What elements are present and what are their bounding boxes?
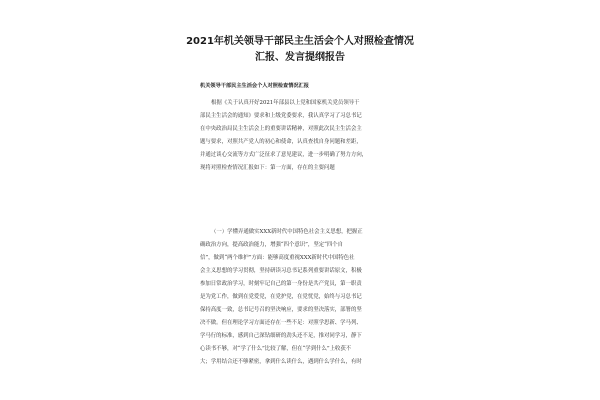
paragraph-line: 在中央政治局民主生活会上的重要讲话精神，对照此次民主生活会主 <box>200 126 362 132</box>
paragraph-line: 部民主生活会的通知》要求和上级党委要求，我认真学习了习总书记 <box>200 113 362 119</box>
paragraph-line: 根据《关于认真开好2021年部县以上党和国家机关党员领导干 <box>211 100 360 106</box>
paragraph-line: 题与要求，对照共产党人的初心和使命，认真查找自身问题和差距， <box>200 139 362 145</box>
section-heading: 机关领导干部民主生活会个人对照检查情况汇报 <box>200 83 309 89</box>
paragraph-line: 决不做。但在理论学习方面还存在一些不足：对照学思新、学马列、 <box>200 320 362 326</box>
paragraph-line: 信”，做到“两个维护”方面：能够高度重视XXX新时代中国特色社 <box>200 255 355 261</box>
document-title-line-1: 2021年机关领导干部民主生活会个人对照检查情况 <box>186 36 414 47</box>
paragraph-line: （一）学懂弄通做实XXX新时代中国特色社会主义思想，把握正 <box>211 229 363 235</box>
document-title <box>186 34 414 66</box>
paragraph-1 <box>200 97 412 175</box>
paragraph-line: 会主义思想的学习贯彻，坚持研读习总书记系列重要讲话原文，积极 <box>200 268 362 274</box>
paragraph-2 <box>200 226 412 369</box>
paragraph-line: 保持高度一致，总书记号召的坚决响应，要求的坚决落实，部署的坚 <box>200 307 362 313</box>
paragraph-line: 心读书不够，对“学了什么”比较了解，但在“学到什么”上收获不 <box>200 346 352 352</box>
paragraph-line: 确政治方向，提高政治能力，增强“四个意识”，坚定“四个自 <box>200 242 344 248</box>
paragraph-line: 学马行的标准，感到自己深钻细研的劲头还不足，推对同学习，静下 <box>200 333 362 339</box>
paragraph-line: 大；学用结合还不够紧密，拿到什么读什么，遇到什么学什么，有时 <box>200 359 362 365</box>
paragraph-line: 现将对照检查情况汇报如下：第一方面，存在的主要问题 <box>200 165 335 171</box>
document-page <box>186 0 414 400</box>
paragraph-line: 参加日常政治学习，时刻牢记自己的第一身份是共产党员，第一职责 <box>200 281 362 287</box>
paragraph-line: 是为党工作，做到在党爱党，在党护党，在党忧党，始终与习总书记 <box>200 294 362 300</box>
document-title-line-2: 汇报、发言提纲报告 <box>255 52 345 63</box>
paragraph-line: 并通过谈心交流等方式广泛征求了意见建议，进一步明确了努力方向， <box>200 152 368 158</box>
